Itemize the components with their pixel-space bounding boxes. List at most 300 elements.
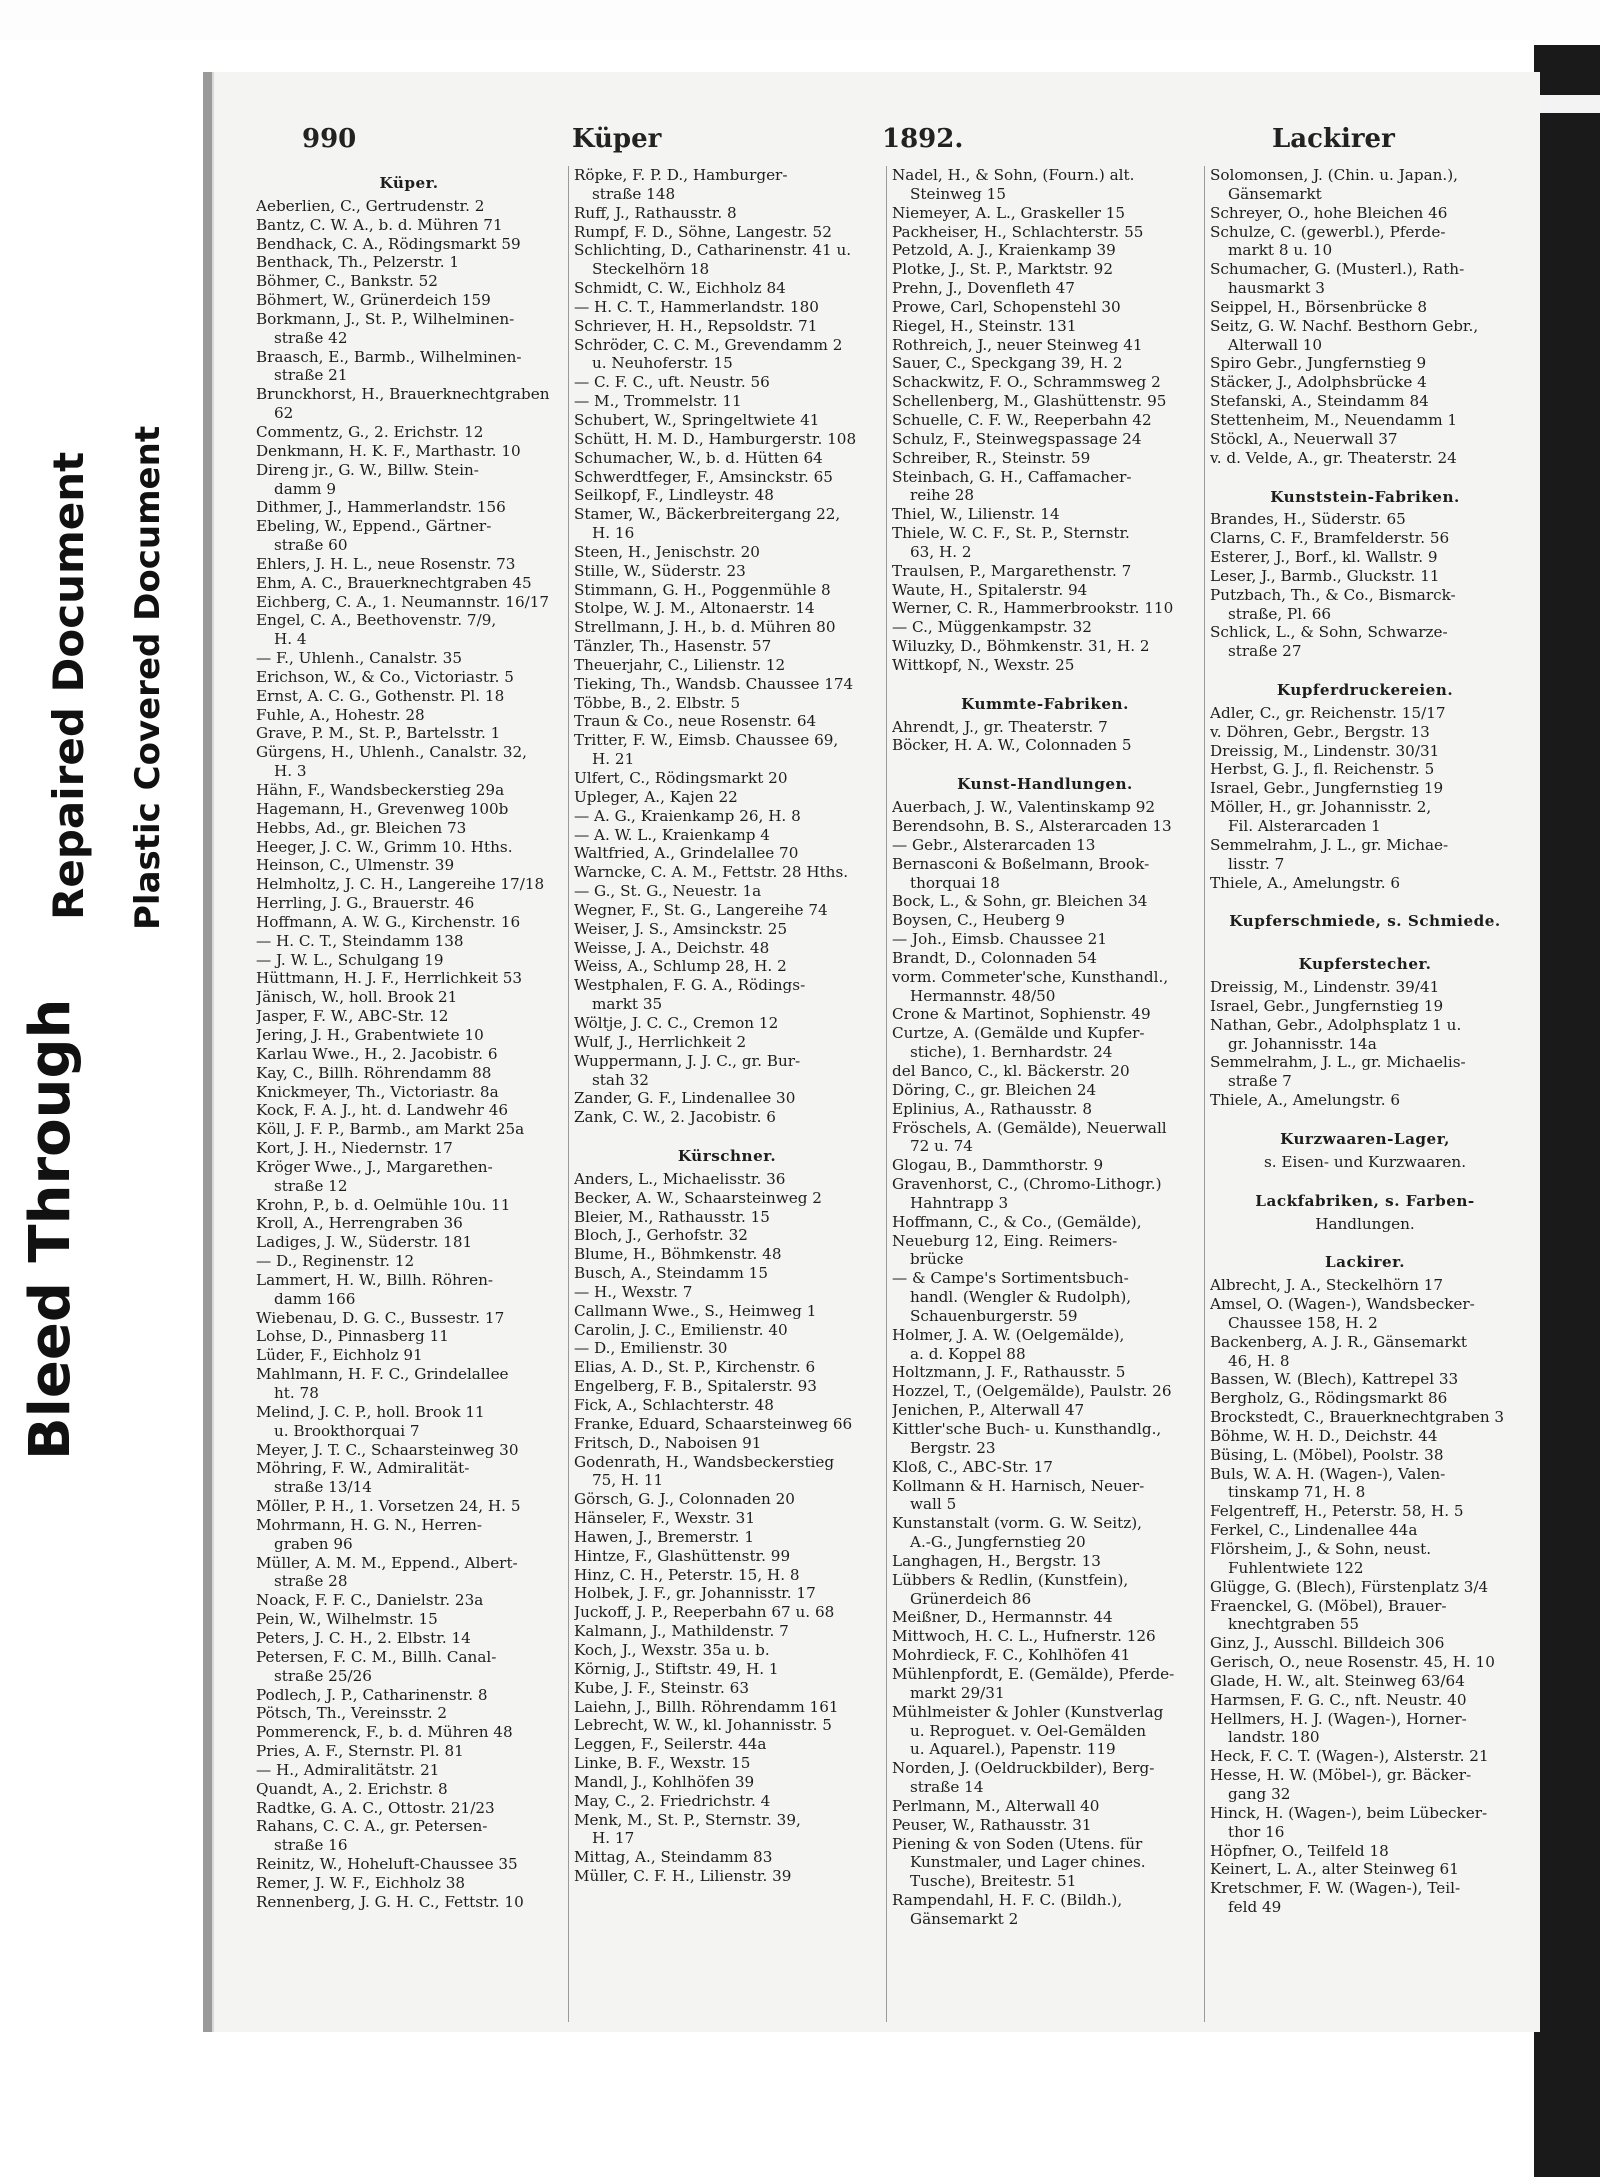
directory-entry: Petzold, A. J., Kraienkamp 39 (892, 241, 1116, 260)
entry-continuation: lisstr. 7 (1228, 854, 1285, 873)
entry-continuation: thorquai 18 (910, 873, 1000, 892)
entry-continuation: straße 14 (910, 1778, 984, 1797)
directory-entry: del Banco, C., kl. Bäckerstr. 20 (892, 1061, 1130, 1080)
directory-entry: Stolpe, W. J. M., Altonaerstr. 14 (574, 599, 815, 618)
directory-entry: Gürgens, H., Uhlenh., Canalstr. 32, (256, 743, 527, 762)
directory-entry: Boysen, C., Heuberg 9 (892, 911, 1065, 930)
section-gap (1210, 661, 1520, 673)
directory-entry: Röpke, F. P. D., Hamburger- (574, 166, 788, 184)
directory-entry: Elias, A. D., St. P., Kirchenstr. 6 (574, 1358, 816, 1377)
directory-entry: Thiel, W., Lilienstr. 14 (892, 505, 1060, 524)
directory-entry: Lüder, F., Eichholz 91 (256, 1346, 423, 1365)
directory-entry: Langhagen, H., Bergstr. 13 (892, 1551, 1101, 1570)
column-3 (892, 166, 1198, 2022)
directory-entry: Noack, F. F. C., Danielstr. 23a (256, 1591, 484, 1610)
directory-entry: Bassen, W. (Blech), Kattrepel 33 (1210, 1370, 1459, 1389)
directory-entry: Laiehn, J., Billh. Röhrendamm 161 (574, 1697, 839, 1716)
section-heading: Lackfabriken, s. Farben- (1255, 1191, 1475, 1210)
directory-entry: Schütt, H. M. D., Hamburgerstr. 108 (574, 429, 857, 448)
entry-continuation: gr. Johannisstr. 14a (1228, 1034, 1377, 1053)
entry-continuation: straße 60 (274, 536, 348, 555)
directory-entry: Engel, C. A., Beethovenstr. 7/9, (256, 611, 497, 630)
directory-entry: Büsing, L. (Möbel), Poolstr. 38 (1210, 1445, 1444, 1464)
directory-entry: Wiebenau, D. G. C., Bussestr. 17 (256, 1308, 505, 1327)
directory-entry: Plotke, J., St. P., Marktstr. 92 (892, 260, 1113, 279)
directory-entry: Packheiser, H., Schlachterstr. 55 (892, 222, 1144, 241)
directory-entry: Wulf, J., Herrlichkeit 2 (574, 1032, 747, 1051)
directory-entry: Döring, C., gr. Bleichen 24 (892, 1080, 1097, 1099)
directory-entry: Busch, A., Steindamm 15 (574, 1264, 768, 1283)
entry-continuation: graben 96 (274, 1534, 353, 1553)
directory-entry: Stöckl, A., Neuerwall 37 (1210, 429, 1398, 448)
directory-entry: Mohrmann, H. G. N., Herren- (256, 1515, 483, 1534)
section-gap (1210, 935, 1520, 947)
directory-entry: Hoffmann, A. W. G., Kirchenstr. 16 (256, 912, 521, 931)
label-repaired-document: Repaired Document (44, 451, 93, 920)
entry-continuation: straße, Pl. 66 (1228, 604, 1332, 623)
scanner-edge-gap (1534, 95, 1600, 113)
entry-continuation: straße 21 (274, 366, 348, 385)
directory-entry: Hebbs, Ad., gr. Bleichen 73 (256, 818, 467, 837)
directory-entry: Ehlers, J. H. L., neue Rosenstr. 73 (256, 554, 516, 573)
entry-continuation: Hahntrapp 3 (910, 1193, 1009, 1212)
directory-entry: Borkmann, J., St. P., Wilhelminen- (256, 309, 515, 328)
directory-entry: — Joh., Eimsb. Chaussee 21 (892, 930, 1107, 949)
directory-entry: Rothreich, J., neuer Steinweg 41 (892, 335, 1143, 354)
section-gap (1210, 1110, 1520, 1122)
directory-entry: Möller, P. H., 1. Vorsetzen 24, H. 5 (256, 1497, 521, 1516)
directory-entry: Fick, A., Schlachterstr. 48 (574, 1396, 774, 1414)
entry-continuation: markt 29/31 (910, 1683, 1005, 1702)
directory-entry: Semmelrahm, J. L., gr. Michae- (1210, 835, 1449, 854)
directory-entry: Böcker, H. A. W., Colonnaden 5 (892, 736, 1132, 755)
entry-continuation: damm 166 (274, 1289, 356, 1308)
entry-continuation: 63, H. 2 (910, 542, 972, 561)
entry-continuation: Steinweg 15 (910, 184, 1006, 203)
entry-continuation: Kunstmaler, und Lager chines. (910, 1853, 1146, 1872)
directory-entry: Körnig, J., Stiftstr. 49, H. 1 (574, 1659, 779, 1678)
directory-entry: Kollmann & H. Harnisch, Neuer- (892, 1476, 1145, 1495)
column-4 (1210, 166, 1520, 2022)
entry-continuation: u. Reproguet. v. Oel-Gemälden (910, 1721, 1147, 1740)
directory-entry: Hagemann, H., Grevenweg 100b (256, 799, 509, 818)
column-2 (574, 166, 880, 2022)
directory-entry: Perlmann, M., Alterwall 40 (892, 1796, 1100, 1815)
entry-continuation: straße 42 (274, 328, 348, 347)
directory-entry: Heinson, C., Ulmenstr. 39 (256, 856, 455, 875)
directory-entry: Hesse, H. W. (Möbel-), gr. Bäcker- (1210, 1766, 1472, 1785)
directory-entry: Glade, H. W., alt. Steinweg 63/64 (1210, 1671, 1465, 1690)
directory-entry: Juckoff, J. P., Reeperbahn 67 u. 68 (574, 1603, 835, 1622)
directory-entry: Hozzel, T., (Oelgemälde), Paulstr. 26 (892, 1382, 1172, 1401)
directory-entry: Kalmann, J., Mathildenstr. 7 (574, 1622, 789, 1641)
directory-entry: Meißner, D., Hermannstr. 44 (892, 1608, 1113, 1627)
directory-entry: — C. F. C., uft. Neustr. 56 (574, 373, 770, 392)
directory-entry: Waltfried, A., Grindelallee 70 (574, 844, 799, 863)
directory-entry: Norden, J. (Oeldruckbilder), Berg- (892, 1759, 1155, 1778)
entry-continuation: straße 27 (1228, 642, 1302, 661)
entry-continuation: u. Brookthorquai 7 (274, 1421, 420, 1440)
directory-entry: Seippel, H., Börsenbrücke 8 (1210, 297, 1428, 316)
directory-entry: Koch, J., Wexstr. 35a u. b. (574, 1640, 770, 1659)
directory-entry: Schwerdtfeger, F., Amsinckstr. 65 (574, 467, 833, 486)
directory-entry: Jenichen, P., Alterwall 47 (892, 1401, 1085, 1420)
directory-entry: Weiss, A., Schlump 28, H. 2 (574, 957, 787, 976)
directory-entry: Mittag, A., Steindamm 83 (574, 1848, 773, 1867)
entry-continuation: tinskamp 71, H. 8 (1228, 1483, 1366, 1502)
directory-entry: Grave, P. M., St. P., Bartelsstr. 1 (256, 724, 501, 743)
directory-entry: Commentz, G., 2. Erichstr. 12 (256, 422, 484, 441)
directory-entry: Herrling, J. G., Brauerstr. 46 (256, 894, 475, 913)
entry-continuation: 62 (274, 404, 294, 423)
directory-entry: Lammert, H. W., Billh. Röhren- (256, 1270, 493, 1289)
directory-entry: Rumpf, F. D., Söhne, Langestr. 52 (574, 222, 832, 241)
section-heading: Kurzwaaren-Lager, (1280, 1129, 1450, 1148)
directory-entry: Nadel, H., & Sohn, (Fourn.) alt. (892, 166, 1135, 184)
section-heading: Kunststein-Fabriken. (1270, 487, 1460, 506)
directory-entry: Schackwitz, F. O., Schrammsweg 2 (892, 373, 1161, 392)
entry-continuation: straße 148 (592, 184, 676, 203)
entry-continuation: Alterwall 10 (1228, 335, 1323, 354)
directory-entry: Petersen, F. C. M., Billh. Canal- (256, 1647, 497, 1666)
directory-entry: Müller, A. M. M., Eppend., Albert- (256, 1553, 518, 1572)
section-heading: Kupferschmiede, s. Schmiede. (1229, 912, 1501, 931)
directory-entry: Dithmer, J., Hammerlandstr. 156 (256, 498, 506, 517)
section-heading: Lackirer. (1324, 1253, 1406, 1272)
directory-entry: Brockstedt, C., Brauerknechtgraben 3 (1210, 1408, 1505, 1427)
directory-entry: Denkmann, H. K. F., Marthastr. 10 (256, 441, 521, 460)
entry-continuation: damm 9 (274, 479, 337, 498)
directory-entry: Berendsohn, B. S., Alsterarcaden 13 (892, 817, 1172, 835)
directory-entry: Rennenberg, J. G. H. C., Fettstr. 10 (256, 1892, 524, 1911)
directory-entry: Riegel, H., Steinstr. 131 (892, 316, 1077, 335)
entry-continuation: straße 7 (1228, 1072, 1292, 1091)
directory-entry: Fritsch, D., Naboisen 91 (574, 1433, 762, 1452)
directory-entry: Wiluzky, D., Böhmkenstr. 31, H. 2 (892, 637, 1150, 656)
section-gap (1210, 1233, 1520, 1245)
directory-entry: Böhmer, C., Bankstr. 52 (256, 272, 438, 291)
directory-entry: Spiro Gebr., Jungfernstieg 9 (1210, 354, 1427, 373)
directory-entry: Bock, L., & Sohn, gr. Bleichen 34 (892, 892, 1148, 911)
directory-entry: Hüttmann, H. J. F., Herrlichkeit 53 (256, 969, 523, 988)
section-note: s. Eisen- und Kurzwaaren. (1263, 1152, 1467, 1171)
directory-entry: Hänseler, F., Wexstr. 31 (574, 1509, 755, 1528)
directory-entry: Eichberg, C. A., 1. Neumannstr. 16/17 (256, 592, 550, 611)
directory-entry: Lohse, D., Pinnasberg 11 (256, 1327, 449, 1346)
directory-entry: Carolin, J. C., Emilienstr. 40 (574, 1320, 788, 1339)
directory-entry: — F., Uhlenh., Canalstr. 35 (256, 649, 462, 668)
directory-entry: Gravenhorst, C., (Chromo-Lithogr.) (892, 1175, 1162, 1194)
entry-continuation: Hermannstr. 48/50 (910, 986, 1056, 1005)
running-head-left: Küper (572, 124, 662, 154)
directory-entry: Eplinius, A., Rathausstr. 8 (892, 1099, 1093, 1118)
directory-entry: Hellmers, H. J. (Wagen-), Horner- (1210, 1709, 1467, 1728)
entry-continuation: Grünerdeich 86 (910, 1589, 1032, 1608)
directory-entry: Mandl, J., Kohlhöfen 39 (574, 1772, 755, 1791)
directory-entry: Weiser, J. S., Amsinckstr. 25 (574, 919, 788, 938)
directory-entry: Böhme, W. H. D., Deichstr. 44 (1210, 1426, 1438, 1445)
directory-entry: v. d. Velde, A., gr. Theaterstr. 24 (1210, 448, 1457, 467)
directory-entry: Ladiges, J. W., Süderstr. 181 (256, 1233, 473, 1252)
entry-continuation: H. 3 (274, 762, 307, 781)
directory-entry: Schubert, W., Springeltwiete 41 (574, 410, 820, 429)
running-head-right: Lackirer (1272, 124, 1395, 154)
directory-entry: Zander, G. F., Lindenallee 30 (574, 1089, 796, 1108)
directory-entry: Mahlmann, H. F. C., Grindelallee (256, 1365, 509, 1384)
directory-entry: Quandt, A., 2. Erichstr. 8 (256, 1779, 448, 1798)
directory-entry: Buls, W. A. H. (Wagen-), Valen- (1210, 1464, 1446, 1483)
directory-entry: Ulfert, C., Rödingsmarkt 20 (574, 769, 788, 787)
directory-entry: Wöltje, J. C. C., Cremon 12 (574, 1013, 779, 1032)
directory-entry: Flörsheim, J., & Sohn, neust. (1210, 1540, 1432, 1558)
directory-entry: Remer, J. W. F., Eichholz 38 (256, 1873, 466, 1892)
directory-entry: Dreissig, M., Lindenstr. 30/31 (1210, 741, 1440, 760)
directory-entry: Ferkel, C., Lindenallee 44a (1210, 1521, 1418, 1540)
directory-entry: Kretschmer, F. W. (Wagen-), Teil- (1210, 1879, 1461, 1898)
entry-continuation: Schauenburgerstr. 59 (910, 1306, 1078, 1325)
directory-entry: Mohrdieck, F. C., Kohlhöfen 41 (892, 1646, 1131, 1665)
directory-entry: Holtzmann, J. F., Rathausstr. 5 (892, 1363, 1126, 1382)
directory-entry: — J. W. L., Schulgang 19 (256, 950, 444, 969)
directory-entry: Godenrath, H., Wandsbeckerstieg (574, 1452, 835, 1471)
directory-entry: Mühlmeister & Johler (Kunstverlag (892, 1702, 1164, 1721)
column-rule (568, 166, 569, 2022)
directory-entry: Thiele, W. C. F., St. P., Sternstr. (892, 524, 1130, 543)
directory-entry: Krohn, P., b. d. Oelmühle 10u. 11 (256, 1195, 511, 1214)
directory-entry: Clarns, C. F., Bramfelderstr. 56 (1210, 529, 1450, 548)
directory-entry: Podlech, J. P., Catharinenstr. 8 (256, 1685, 488, 1704)
directory-entry: Hähn, F., Wandsbeckerstieg 29a (256, 781, 505, 799)
directory-entry: Erichson, W., & Co., Victoriastr. 5 (256, 667, 514, 686)
directory-entry: Hawen, J., Bremerstr. 1 (574, 1527, 754, 1546)
directory-entry: Bleier, M., Rathausstr. 15 (574, 1207, 770, 1226)
entry-continuation: H. 21 (592, 750, 635, 769)
directory-entry: Wegner, F., St. G., Langereihe 74 (574, 900, 828, 919)
directory-entry: Böhmert, W., Grünerdeich 159 (256, 291, 491, 310)
directory-entry: Jering, J. H., Grabentwiete 10 (256, 1025, 484, 1044)
entry-continuation: straße 16 (274, 1836, 348, 1855)
directory-entry: Schumacher, G. (Musterl.), Rath- (1210, 260, 1465, 279)
section-heading: Kunst-Handlungen. (957, 775, 1133, 794)
directory-entry: Pries, A. F., Sternstr. Pl. 81 (256, 1742, 464, 1761)
entry-continuation: feld 49 (1228, 1898, 1282, 1917)
directory-entry: Linke, B. F., Wexstr. 15 (574, 1754, 751, 1773)
entry-continuation: Chaussee 158, H. 2 (1228, 1313, 1378, 1332)
directory-entry: Radtke, G. A. C., Ottostr. 21/23 (256, 1798, 495, 1817)
directory-entry: Melind, J. C. P., holl. Brook 11 (256, 1402, 485, 1421)
section-gap (1210, 892, 1520, 904)
entry-continuation: A.-G., Jungfernstieg 20 (910, 1533, 1086, 1552)
directory-entry: Stäcker, J., Adolphsbrücke 4 (1210, 373, 1427, 392)
label-plastic-covered-document: Plastic Covered Document (128, 425, 168, 930)
directory-entry: Pötsch, Th., Vereinsstr. 2 (256, 1704, 448, 1723)
directory-entry: Hinz, C. H., Peterstr. 15, H. 8 (574, 1565, 800, 1584)
directory-entry: Schulze, C. (gewerbl.), Pferde- (1210, 222, 1446, 241)
directory-entry: Kroll, A., Herrengraben 36 (256, 1214, 463, 1233)
directory-entry: Traun & Co., neue Rosenstr. 64 (574, 712, 817, 731)
directory-entry: Semmelrahm, J. L., gr. Michaelis- (1210, 1053, 1466, 1072)
directory-entry: Schumacher, W., b. d. Hütten 64 (574, 448, 823, 467)
section-heading: Kürschner. (677, 1147, 777, 1166)
directory-entry: — & Campe's Sortimentsbuch- (892, 1269, 1129, 1288)
directory-entry: Schriever, H. H., Repsoldstr. 71 (574, 316, 818, 335)
directory-entry: Thiele, A., Amelungstr. 6 (1210, 873, 1401, 892)
directory-entry: Warncke, C. A. M., Fettstr. 28 Hths. (574, 863, 849, 882)
directory-entry: Bendhack, C. A., Rödingsmarkt 59 (256, 234, 521, 253)
directory-entry: Kube, J. F., Steinstr. 63 (574, 1678, 749, 1697)
entry-continuation: markt 35 (592, 995, 663, 1014)
directory-entry: Höpfner, O., Teilfeld 18 (1210, 1841, 1389, 1860)
section-heading: Kupferdruckereien. (1276, 681, 1454, 700)
directory-entry: Stettenheim, M., Neuendamm 1 (1210, 410, 1458, 429)
directory-entry: Schlick, L., & Sohn, Schwarze- (1210, 623, 1448, 642)
directory-entry: Engelberg, F. B., Spitalerstr. 93 (574, 1377, 817, 1396)
directory-entry: Bernasconi & Boßelmann, Brook- (892, 854, 1150, 873)
entry-continuation: straße 13/14 (274, 1478, 372, 1497)
entry-continuation: Steckelhörn 18 (592, 260, 710, 279)
directory-entry: Steinbach, G. H., Caffamacher- (892, 467, 1132, 486)
directory-entry: Jänisch, W., holl. Brook 21 (256, 988, 458, 1007)
directory-entry: — H. C. T., Steindamm 138 (256, 931, 464, 950)
directory-entry: Schuelle, C. F. W., Reeperbahn 42 (892, 410, 1152, 429)
directory-entry: Anders, L., Michaelisstr. 36 (574, 1169, 786, 1188)
running-head-year: 1892. (882, 124, 964, 154)
directory-entry: Ruff, J., Rathausstr. 8 (574, 203, 737, 222)
directory-entry: Tänzler, Th., Hasenstr. 57 (574, 637, 772, 656)
directory-entry: Becker, A. W., Schaarsteinweg 2 (574, 1188, 822, 1207)
directory-entry: Bergholz, G., Rödingsmarkt 86 (1210, 1389, 1448, 1408)
directory-entry: Fröschels, A. (Gemälde), Neuerwall (892, 1118, 1167, 1137)
directory-entry: Leser, J., Barmb., Gluckstr. 11 (1210, 566, 1440, 585)
directory-entry: Dreissig, M., Lindenstr. 39/41 (1210, 978, 1440, 997)
directory-entry: Seilkopf, F., Lindleystr. 48 (574, 486, 774, 505)
directory-entry: Holmer, J. A. W. (Oelgemälde), (892, 1325, 1125, 1344)
directory-entry: Backenberg, A. J. R., Gänsemarkt (1210, 1332, 1467, 1351)
directory-entry: Fuhle, A., Hohestr. 28 (256, 705, 425, 724)
entry-continuation: u. Neuhoferstr. 15 (592, 354, 733, 373)
directory-entry: Upleger, A., Kajen 22 (574, 787, 738, 806)
directory-entry: vorm. Commeter'sche, Kunsthandl., (892, 967, 1169, 986)
directory-entry: Hinck, H. (Wagen-), beim Lübecker- (1210, 1803, 1488, 1822)
directory-entry: Holbek, J. F., gr. Johannisstr. 17 (574, 1584, 816, 1603)
entry-continuation: a. d. Koppel 88 (910, 1344, 1026, 1363)
section-note: Handlungen. (1315, 1214, 1415, 1233)
directory-entry: Prehn, J., Dovenfleth 47 (892, 279, 1075, 298)
directory-entry: Solomonsen, J. (Chin. u. Japan.), (1210, 166, 1458, 184)
entry-continuation: landstr. 180 (1228, 1728, 1320, 1747)
directory-entry: — D., Reginenstr. 12 (256, 1252, 415, 1271)
directory-entry: Gerisch, O., neue Rosenstr. 45, H. 10 (1210, 1653, 1495, 1672)
directory-entry: — A. W. L., Kraienkamp 4 (574, 825, 770, 844)
directory-entry: Kunstanstalt (vorm. G. W. Seitz), (892, 1514, 1142, 1533)
page-header (302, 124, 1538, 164)
directory-entry: Pommerenck, F., b. d. Mühren 48 (256, 1723, 513, 1742)
directory-entry: Ehm, A. C., Brauerknechtgraben 45 (256, 573, 532, 592)
entry-continuation: knechtgraben 55 (1228, 1615, 1360, 1634)
directory-entry: Görsch, G. J., Colonnaden 20 (574, 1490, 795, 1509)
directory-entry: Lebrecht, W. W., kl. Johannisstr. 5 (574, 1716, 832, 1735)
entry-continuation: Bergstr. 23 (910, 1438, 996, 1457)
directory-entry: Leggen, F., Seilerstr. 44a (574, 1735, 767, 1754)
directory-entry: Albrecht, J. A., Steckelhörn 17 (1210, 1276, 1444, 1295)
directory-entry: Heeger, J. C. W., Grimm 10. Hths. (256, 837, 513, 856)
directory-entry: Steen, H., Jenischstr. 20 (574, 542, 760, 561)
directory-entry: Stefanski, A., Steindamm 84 (1210, 392, 1429, 411)
entry-continuation: Tusche), Breitestr. 51 (910, 1872, 1077, 1891)
directory-entry: Wittkopf, N., Wexstr. 25 (892, 655, 1075, 674)
directory-entry: Israel, Gebr., Jungfernstieg 19 (1210, 996, 1444, 1015)
directory-entry: Piening & von Soden (Utens. für (892, 1834, 1143, 1853)
directory-entry: Lübbers & Redlin, (Kunstfein), (892, 1570, 1129, 1589)
directory-entry: v. Döhren, Gebr., Bergstr. 13 (1210, 722, 1430, 741)
directory-entry: Hoffmann, C., & Co., (Gemälde), (892, 1212, 1142, 1231)
directory-entry: Köll, J. F. P., Barmb., am Markt 25a (256, 1120, 525, 1139)
directory-entry: Schreiber, R., Steinstr. 59 (892, 448, 1091, 467)
directory-entry: Curtze, A. (Gemälde und Kupfer- (892, 1024, 1145, 1043)
entry-continuation: thor 16 (1228, 1822, 1285, 1841)
directory-entry: Tieking, Th., Wandsb. Chaussee 174 (574, 674, 854, 693)
entry-continuation: Fuhlentwiete 122 (1228, 1558, 1364, 1577)
section-gap (892, 755, 1198, 767)
entry-continuation: straße 25/26 (274, 1666, 372, 1685)
directory-entry: Schröder, C. C. M., Grevendamm 2 (574, 335, 843, 354)
directory-entry: Werner, C. R., Hammerbrookstr. 110 (892, 599, 1174, 618)
directory-entry: Felgentreff, H., Peterstr. 58, H. 5 (1210, 1502, 1464, 1521)
directory-entry: — Gebr., Alsterarcaden 13 (892, 835, 1096, 854)
directory-entry: Kock, F. A. J., ht. d. Landwehr 46 (256, 1101, 509, 1120)
directory-entry: Esterer, J., Borf., kl. Wallstr. 9 (1210, 548, 1438, 567)
directory-entry: Möhring, F. W., Admiralität- (256, 1459, 470, 1478)
directory-entry: Jasper, F. W., ABC-Str. 12 (256, 1007, 449, 1026)
directory-entry: Direng jr., G. W., Billw. Stein- (256, 460, 479, 479)
label-bleed-through: Bleed Through (18, 998, 83, 1460)
directory-entry: Putzbach, Th., & Co., Bismarck- (1210, 585, 1456, 604)
directory-entry: Peuser, W., Rathausstr. 31 (892, 1815, 1092, 1834)
directory-entry: Zank, C. W., 2. Jacobistr. 6 (574, 1108, 776, 1127)
directory-entry: Schlichting, D., Catharinenstr. 41 u. (574, 241, 852, 260)
directory-entry: Brunckhorst, H., Brauerknechtgraben (256, 385, 550, 404)
section-gap (892, 675, 1198, 687)
directory-entry: Schreyer, O., hohe Bleichen 46 (1210, 203, 1448, 222)
entry-continuation: Gänsemarkt 2 (910, 1909, 1019, 1928)
directory-entry: Bloch, J., Gerhofstr. 32 (574, 1226, 748, 1245)
directory-entry: Neueburg 12, Eing. Reimers- (892, 1231, 1118, 1250)
directory-entry: Adler, C., gr. Reichenstr. 15/17 (1210, 703, 1446, 722)
directory-entry: Kort, J. H., Niedernstr. 17 (256, 1139, 453, 1158)
section-gap (1210, 1172, 1520, 1184)
directory-entry: — C., Müggenkampstr. 32 (892, 618, 1092, 637)
entry-continuation: brücke (910, 1250, 964, 1269)
directory-entry: Amsel, O. (Wagen-), Wandsbecker- (1210, 1295, 1475, 1314)
directory-entry: Helmholtz, J. C. H., Langereihe 17/18 (256, 875, 545, 894)
directory-entry: Crone & Martinot, Sophienstr. 49 (892, 1005, 1151, 1024)
directory-entry: — M., Trommelstr. 11 (574, 392, 742, 411)
section-gap (1210, 468, 1520, 480)
directory-entry: Kay, C., Billh. Röhrendamm 88 (256, 1063, 492, 1082)
column-1 (256, 166, 562, 2022)
directory-entry: — G., St. G., Neuestr. 1a (574, 882, 762, 901)
entry-continuation: 72 u. 74 (910, 1137, 973, 1156)
directory-entry: — A. G., Kraienkamp 26, H. 8 (574, 806, 801, 825)
directory-entry: Menk, M., St. P., Sternstr. 39, (574, 1810, 801, 1829)
directory-entry: Aeberlien, C., Gertrudenstr. 2 (256, 196, 485, 215)
directory-entry: Meyer, J. T. C., Schaarsteinweg 30 (256, 1440, 519, 1459)
directory-entry: Kröger Wwe., J., Margarethen- (256, 1157, 493, 1176)
directory-entry: Benthack, Th., Pelzerstr. 1 (256, 253, 460, 272)
directory-entry: Ahrendt, J., gr. Theaterstr. 7 (892, 717, 1108, 736)
directory-entry: Glogau, B., Dammthorstr. 9 (892, 1156, 1104, 1175)
page-number: 990 (302, 124, 357, 154)
